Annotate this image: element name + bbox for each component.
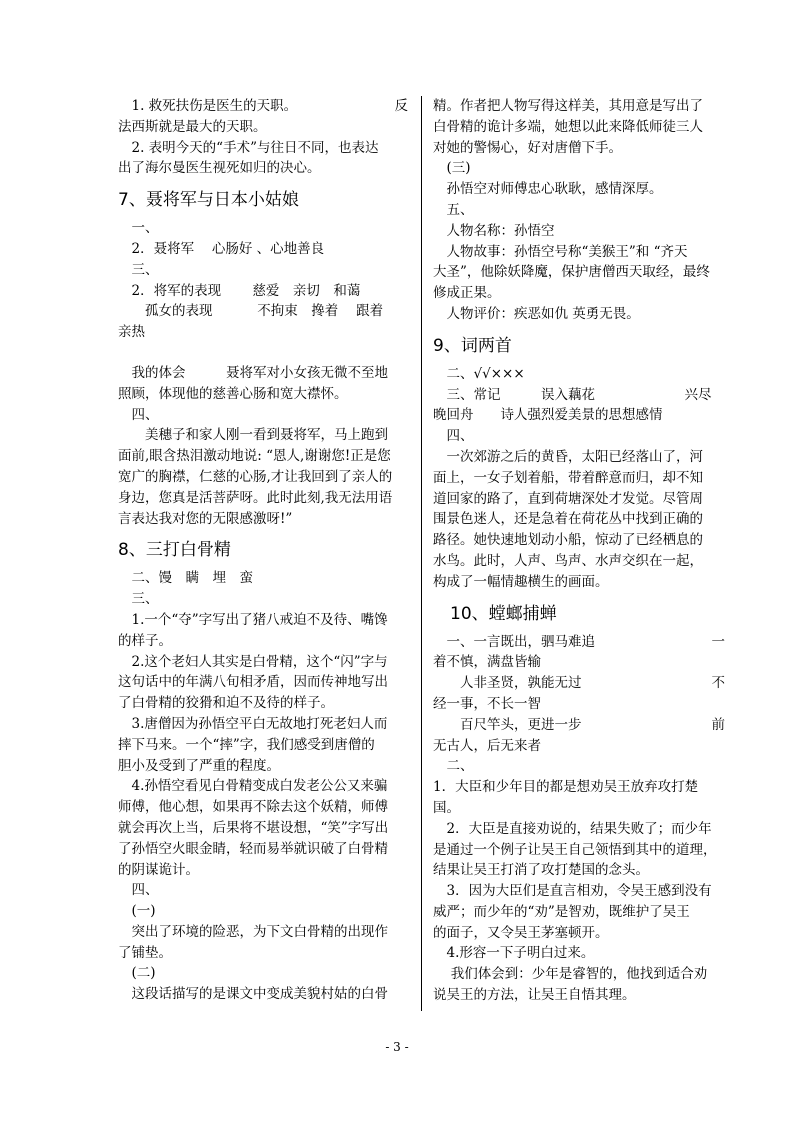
line-text: 二、 <box>433 758 474 775</box>
text-line <box>433 694 725 715</box>
line-text: 路径。她快速地划动小船，惊动了已经栖息的 <box>433 532 703 549</box>
text-line <box>118 488 408 509</box>
text-line <box>433 426 725 447</box>
line-text: 水鸟。此时，人声、鸟声、水声交织在一起， <box>433 552 703 569</box>
line-text: 2．大臣是直接劝说的，结果失败了；而少年 <box>433 820 712 837</box>
line-text: 一、 <box>118 220 159 237</box>
line-text: 国。 <box>433 799 460 816</box>
line-right-text: 前 <box>711 716 725 733</box>
text-line <box>118 322 408 343</box>
line-text: 的样子。 <box>118 632 172 649</box>
section-heading <box>433 599 725 629</box>
text-line <box>118 343 408 363</box>
line-text: (一) <box>118 903 156 920</box>
text-line <box>433 840 725 861</box>
text-line <box>118 818 408 839</box>
line-text: 这句话中的年满八旬相矛盾，因而传神地写出 <box>118 674 388 691</box>
text-line <box>118 589 408 610</box>
line-text: 4.形容一下子明白过来。 <box>433 945 595 962</box>
text-line <box>118 693 408 714</box>
line-text: 了白骨精的狡猾和迫不及待的样子。 <box>118 695 334 712</box>
line-text: 四、 <box>118 882 159 899</box>
text-line <box>118 839 408 860</box>
line-text: 对她的警惕心，好对唐僧下手。 <box>433 139 622 156</box>
text-line <box>433 943 725 964</box>
line-text: 道回家的路了，直到荷塘深处才发觉。尽管周 <box>433 490 703 507</box>
line-text: 2.这个老妇人其实是白骨精，这个“闪”字与 <box>118 653 388 670</box>
line-text: 1.一个“夺”字写出了猪八戒迫不及待、嘴馋 <box>118 611 388 628</box>
text-line <box>118 446 408 467</box>
text-line <box>433 509 725 530</box>
text-line <box>118 776 408 797</box>
line-text: 三、常记 误入藕花 <box>433 386 595 403</box>
line-text: 就会再次上当，后果将不堪设想，“笑”字写出 <box>118 819 389 836</box>
text-line <box>118 384 408 405</box>
line-text: 构成了一幅情趣横生的画面。 <box>433 573 609 590</box>
text-line <box>433 283 725 304</box>
line-text: 四、 <box>433 428 474 445</box>
line-text: (三) <box>433 160 471 177</box>
line-text: 一、一言既出，驷马难追 <box>433 633 595 650</box>
text-line <box>118 425 408 446</box>
line-text: 晚回舟 诗人强烈爱美景的思想感情 <box>433 407 663 424</box>
line-text: 4.孙悟空看见白骨精变成白发老公公又来骗 <box>118 778 388 795</box>
line-text: 言表达我对您的无限感激呀!” <box>118 510 293 527</box>
text-line <box>118 467 408 488</box>
line-text: 人物名称：孙悟空 <box>433 222 555 239</box>
line-text: 2．将军的表现 慈爱 亲切 和蔼 <box>118 282 361 299</box>
line-text: 是通过一个例子让吴王自己领悟到其中的道理， <box>433 841 717 858</box>
text-line <box>433 221 725 242</box>
text-line <box>433 179 725 200</box>
text-line <box>433 673 725 694</box>
line-text: 法西斯就是最大的天职。 <box>118 118 267 135</box>
text-line <box>433 405 725 426</box>
text-line <box>118 610 408 631</box>
text-line <box>433 652 725 673</box>
line-text: 10、螳螂捕蝉 <box>433 603 557 624</box>
text-line <box>118 260 408 281</box>
text-line <box>433 964 725 985</box>
line-text: 精。作者把人物写得这样美，其用意是写出了 <box>433 98 703 114</box>
text-line <box>433 798 725 819</box>
line-text: 围景色迷人，还是急着在荷花丛中找到正确的 <box>433 511 703 528</box>
text-line <box>118 756 408 777</box>
line-text: 突出了环境的险恶，为下文白骨精的出现作 <box>118 923 388 940</box>
text-line <box>433 242 725 263</box>
line-right-text: 反 <box>394 98 408 114</box>
text-line <box>433 736 725 757</box>
line-text: 说吴王的方法，让吴王自悟其理。 <box>433 987 636 1004</box>
line-text: 孤女的表现 不拘束 搀着 跟着 <box>118 303 384 320</box>
line-text: 7、聂将军与日本小姑娘 <box>118 190 299 211</box>
line-text: 面上，一女子划着船，带着醉意而归，却不知 <box>433 469 703 486</box>
text-line <box>118 631 408 652</box>
line-text: 胆小及受到了严重的程度。 <box>118 757 280 774</box>
line-text: 美穗子和家人刚一看到聂将军，马上跑到 <box>118 427 388 444</box>
text-line <box>433 530 725 551</box>
text-line <box>433 777 725 798</box>
text-line <box>118 922 408 943</box>
text-line <box>433 385 725 406</box>
text-line <box>118 568 408 589</box>
text-line <box>433 860 725 881</box>
text-line <box>433 364 725 385</box>
line-text: 了孙悟空火眼金睛，轻而易举就识破了白骨精 <box>118 840 388 857</box>
text-line <box>433 304 725 325</box>
line-text: 着不慎，满盘皆输 <box>433 654 541 671</box>
line-text: 三、 <box>118 261 159 278</box>
text-line <box>118 239 408 260</box>
line-text: 我们体会到：少年是睿智的，他找到适合劝 <box>433 966 708 983</box>
line-text: 2. 表明今天的“手术”与往日不同，也表达 <box>118 139 379 156</box>
line-text: 宽广的胸襟，仁慈的心肠,才让我回到了亲人的 <box>118 468 393 485</box>
line-text: 人物故事：孙悟空号称“美猴王”和 “齐天 <box>433 243 688 260</box>
line-text: 摔下马来。一个“摔”字，我们感受到唐僧的 <box>118 736 375 753</box>
text-line <box>433 923 725 944</box>
text-line <box>433 551 725 572</box>
text-line <box>433 158 725 179</box>
text-line <box>433 985 725 1006</box>
line-text: 3．因为大臣们是直言相劝，令吴王感到没有 <box>433 883 712 900</box>
text-line <box>118 96 408 117</box>
text-line <box>118 735 408 756</box>
left-column <box>118 96 408 1005</box>
text-line <box>118 138 408 159</box>
line-text: 9、词两首 <box>433 335 512 356</box>
column-divider <box>421 96 422 1011</box>
text-line <box>433 756 725 777</box>
line-text: 亲热 <box>118 324 145 341</box>
line-text: 二、馒 瞒 埋 蛮 <box>118 570 253 587</box>
text-line <box>118 901 408 922</box>
section-heading <box>118 185 408 215</box>
line-text: 面前,眼含热泪激动地说: “恩人,谢谢您!正是您 <box>118 448 391 465</box>
line-text: 经一事，不长一智 <box>433 695 541 712</box>
text-line <box>433 262 725 283</box>
text-line <box>118 797 408 818</box>
line-text: 三、 <box>118 591 159 608</box>
line-text: 了铺垫。 <box>118 944 172 961</box>
line-text: 我的体会 聂将军对小女孩无微不至地 <box>118 364 388 381</box>
page-number: - 3 - <box>385 1040 409 1054</box>
text-line <box>118 117 408 138</box>
section-heading <box>118 535 408 565</box>
text-line <box>433 138 725 159</box>
line-text: 1．大臣和少年目的都是想劝吴王放弃攻打楚 <box>433 779 699 796</box>
line-text: (二) <box>118 965 156 982</box>
text-line <box>433 572 725 593</box>
line-text: 百尺竿头，更进一步 <box>433 716 582 733</box>
line-text: 无古人，后无来者 <box>433 737 541 754</box>
line-text: 五、 <box>433 201 474 218</box>
text-line <box>118 405 408 426</box>
text-line <box>118 509 408 530</box>
line-right-text: 一 <box>711 633 725 650</box>
line-text: 这段话描写的是课文中变成美貌村姑的白骨 <box>118 986 388 1003</box>
text-line <box>433 819 725 840</box>
text-line <box>118 363 408 384</box>
line-text: 出了海尔曼医生视死如归的决心。 <box>118 160 321 177</box>
line-text: 8、三打白骨精 <box>118 540 231 561</box>
line-text: 人非圣贤，孰能无过 <box>433 675 582 692</box>
text-line <box>118 672 408 693</box>
text-line <box>433 447 725 468</box>
text-line <box>433 489 725 510</box>
line-right-text: 兴尽 <box>684 386 725 403</box>
text-line <box>118 158 408 179</box>
line-text: 修成正果。 <box>433 285 501 302</box>
text-line <box>433 881 725 902</box>
text-line <box>118 281 408 302</box>
line-text: 威严；而少年的“劝”是智劝，既维护了吴王 <box>433 903 690 920</box>
line-text: 孙悟空对师傅忠心耿耿，感情深厚。 <box>433 181 663 198</box>
text-line <box>118 880 408 901</box>
line-text: 照顾，体现他的慈善心肠和宽大襟怀。 <box>118 385 348 402</box>
line-text: 四、 <box>118 406 159 423</box>
line-text: 一次郊游之后的黄昏，太阳已经落山了，河 <box>433 448 703 465</box>
text-line <box>433 902 725 923</box>
line-text: 的面子，又令吴王茅塞顿开。 <box>433 924 609 941</box>
line-text: 师傅，他心想，如果再不除去这个妖精，师傅 <box>118 799 388 816</box>
text-line <box>433 715 725 736</box>
section-heading <box>433 331 725 361</box>
text-line <box>433 632 725 653</box>
line-text: 身边，您真是活菩萨呀。此时此刻,我无法用语 <box>118 489 393 506</box>
line-text: 2．聂将军 心肠好 、心地善良 <box>118 240 325 257</box>
text-line <box>433 117 725 138</box>
line-text: 1. 救死扶伤是医生的天职。 <box>118 98 298 114</box>
text-line <box>118 943 408 964</box>
line-text: 的阴谋诡计。 <box>118 861 199 878</box>
text-line <box>118 301 408 322</box>
text-line <box>433 96 725 117</box>
line-text: 大圣”，他除妖降魔，保护唐僧西天取经，最终 <box>433 264 710 281</box>
line-text: 结果让吴王打消了攻打楚国的念头。 <box>433 862 649 879</box>
line-right-text: 不 <box>711 675 725 692</box>
right-column <box>433 96 725 1006</box>
line-text: 3.唐僧因为孙悟空平白无故地打死老妇人而 <box>118 715 388 732</box>
text-line <box>118 963 408 984</box>
text-line <box>433 200 725 221</box>
text-line <box>433 468 725 489</box>
text-line <box>118 652 408 673</box>
line-text: 白骨精的诡计多端，她想以此来降低师徒三人 <box>433 118 703 135</box>
text-line <box>118 218 408 239</box>
line-text: 人物评价：疾恶如仇 英勇无畏。 <box>433 305 640 322</box>
line-text: 二、√√××× <box>433 365 525 382</box>
text-line <box>118 860 408 881</box>
text-line <box>118 984 408 1005</box>
text-line <box>118 714 408 735</box>
